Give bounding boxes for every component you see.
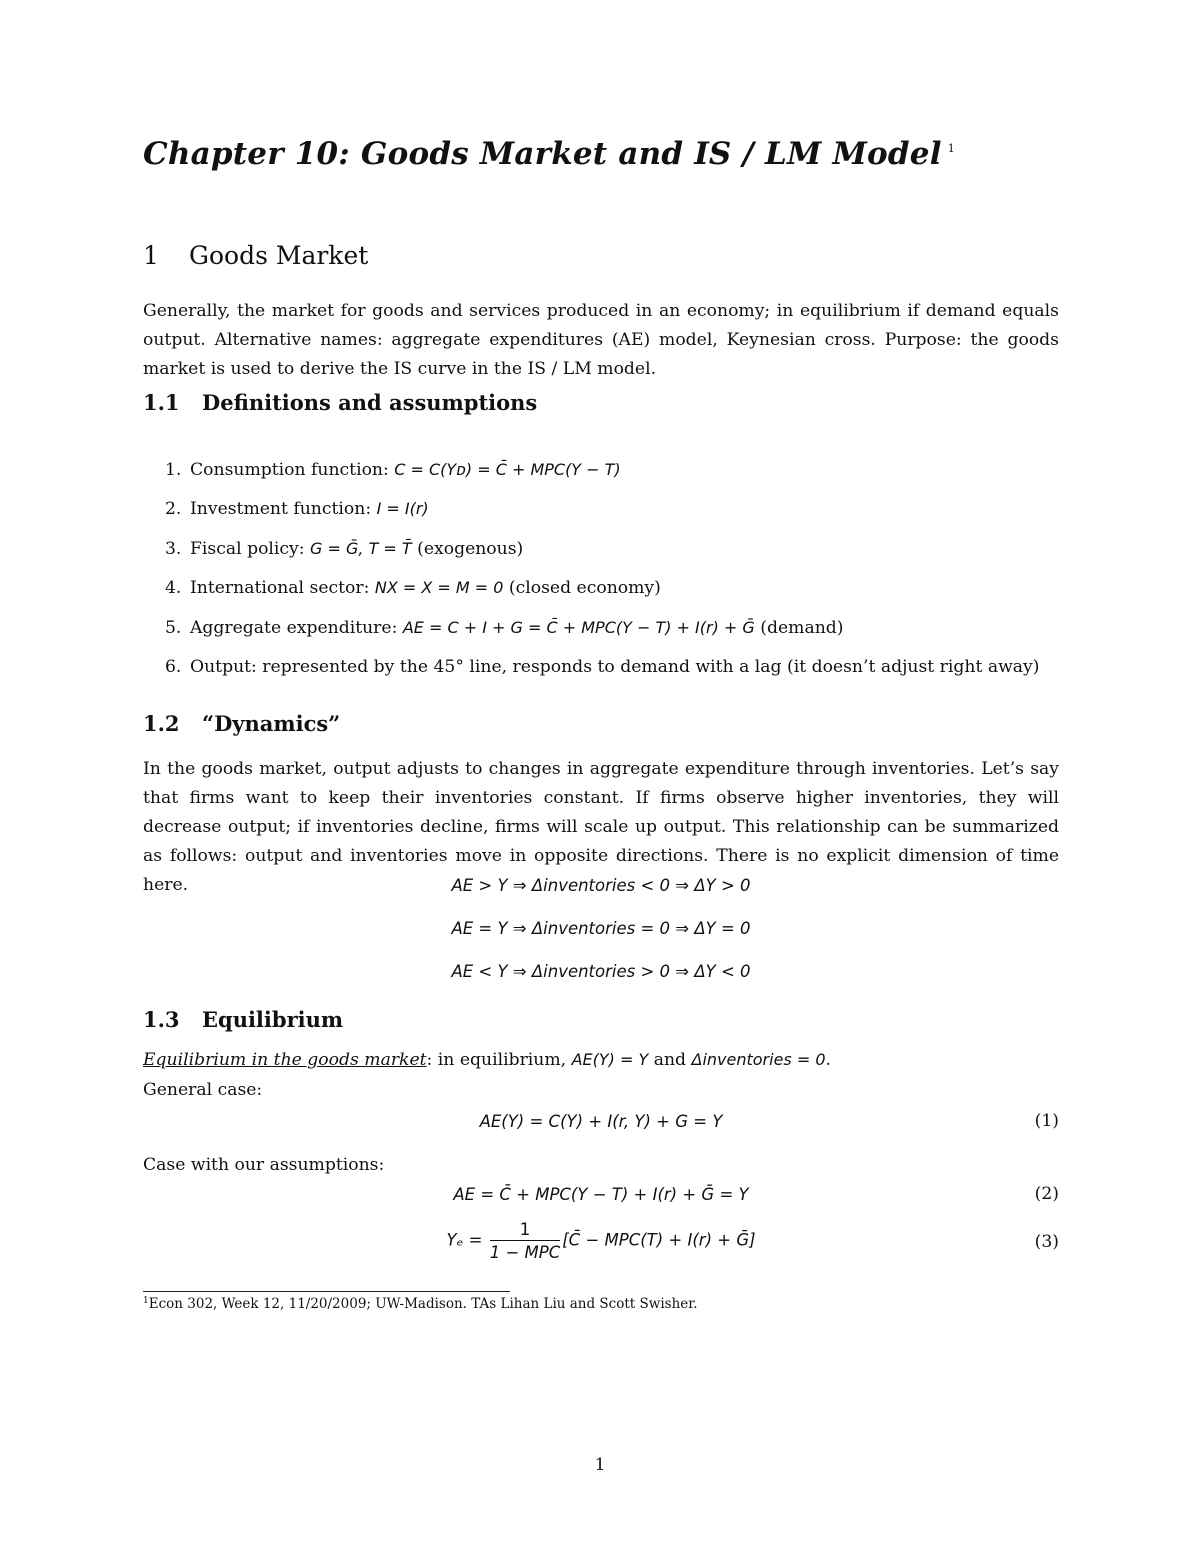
fraction-denominator: 1 − MPC [489,1243,561,1262]
definition-text: : in equilibrium, [426,1050,572,1070]
page-title [143,136,955,172]
equation-2: AE = C̄ + MPC(Y − T) + I(r) + Ḡ = Y [453,1185,749,1204]
assumptions-list [165,455,1039,691]
item-math: I = I(r) [376,499,429,519]
dynamics-rule: AE > Y ⇒ Δinventories < 0 ⇒ ΔY > 0 [451,876,751,895]
equation-3-rhs: [C̄ − MPC(T) + I(r) + Ḡ] [562,1230,756,1250]
list-item [165,573,1039,612]
section-number: 1 [143,241,159,270]
item-number: 1. [165,460,182,480]
list-item [165,494,1039,533]
equation-1-number: (1) [1034,1111,1059,1131]
subsection-1-3-heading [143,1007,343,1032]
equation-3-number: (3) [1034,1232,1059,1252]
section-1-intro: Generally, the market for goods and services produced in an economy; in equilibrium if demand equals output. Alternative names: aggregate expenditures (AE) model, Keynesian cross. Purpose: the goods market is used to derive the IS curve in the IS / LM model. [143,301,1059,379]
dynamics-paragraph: In the goods market, output adjusts to changes in aggregate expenditure through inventories. Let’s say that firms want to keep their inventories constant. If firms observe higher inventories, they will decrease output; if inventories decline, firms will scale up output. This relationship can be summarized as follows: output and inventories move in opposite directions. There is no explicit dimension of time here. [143,759,1059,895]
title-footnote-mark: 1 [947,142,955,155]
definition-term: Equilibrium in the goods market [143,1050,427,1070]
item-math: C = C(Yᴅ) = C̄ + MPC(Y − T) [394,460,621,479]
item-tail: (closed economy) [503,578,661,599]
dynamics-rule: AE = Y ⇒ Δinventories = 0 ⇒ ΔY = 0 [451,919,751,938]
item-label: Aggregate expenditure: [190,617,403,638]
subsection-number: 1.3 [143,1007,180,1032]
item-math: AE = C + I + G = C̄ + MPC(Y − T) + I(r) + Ḡ [402,617,755,637]
list-item [165,652,1039,691]
item-label: Output: represented by the 45° line, responds to demand with a lag (it doesn’t adjust right away) [190,656,1040,677]
fraction [490,1220,561,1262]
item-tail: (exogenous) [411,538,524,559]
footnote-text: Econ 302, Week 12, 11/20/2009; UW-Madison. TAs Lihan Liu and Scott Swisher. [148,1296,698,1312]
subsection-number: 1.2 [143,711,180,736]
item-label: Investment function: [190,499,377,520]
item-number: 5. [165,617,182,638]
footnote-divider [143,1291,510,1292]
our-case-label: Case with our assumptions: [143,1155,385,1175]
equation-3 [143,1220,1059,1262]
equilibrium-definition [143,1050,831,1070]
list-item [165,455,1039,494]
definition-text: . [825,1050,831,1070]
item-label: Consumption function: [190,460,395,480]
item-number: 3. [165,538,182,559]
item-math: NX = X = M = 0 [374,578,504,598]
subsection-1-1-heading [143,390,537,415]
subsection-1-2-heading [143,711,340,736]
definition-math: AE(Y) = Y [571,1050,649,1069]
general-case-label: General case: [143,1080,263,1100]
section-title: Goods Market [189,241,369,270]
footnote [143,1296,698,1312]
subsection-title: Definitions and assumptions [202,390,538,415]
item-tail: (demand) [754,617,844,638]
equation-2-number: (2) [1034,1184,1059,1204]
item-math: G = Ḡ, T = T̄ [310,538,412,558]
item-number: 4. [165,578,182,599]
page-number: 1 [594,1455,606,1475]
equation-3-lhs: Yₑ = [446,1230,483,1250]
subsection-title: “Dynamics” [202,711,341,736]
list-item [165,534,1039,573]
section-1-heading [143,241,368,270]
item-number: 6. [165,656,182,677]
list-item [165,613,1039,652]
item-label: Fiscal policy: [190,538,311,559]
title-text: Chapter 10: Goods Market and IS / LM Model [143,136,942,172]
definition-math: Δinventories = 0 [691,1050,826,1069]
fraction-numerator: 1 [490,1220,561,1241]
subsection-title: Equilibrium [202,1007,344,1032]
item-label: International sector: [190,578,375,599]
subsection-number: 1.1 [143,390,180,415]
footnote-mark: 1 [143,1296,149,1306]
item-number: 2. [165,499,182,520]
equation-1: AE(Y) = C(Y) + I(r, Y) + G = Y [479,1112,723,1131]
definition-text: and [648,1050,692,1070]
dynamics-rule: AE < Y ⇒ Δinventories > 0 ⇒ ΔY < 0 [451,962,751,981]
